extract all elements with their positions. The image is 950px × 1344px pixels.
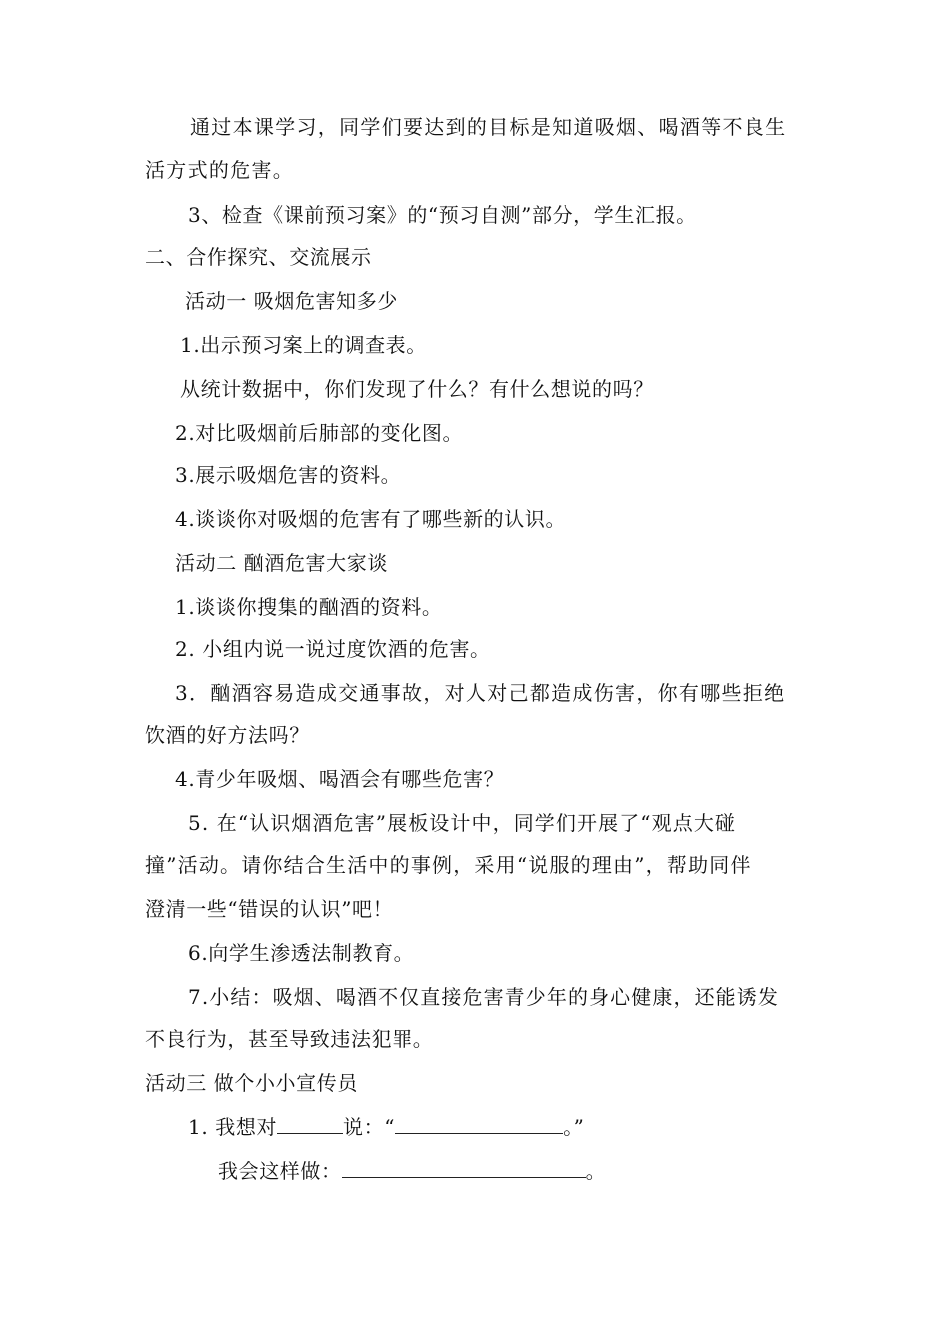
step-3-check-preview: 3、检查《课前预习案》的“预习自测”部分，学生汇报。 bbox=[188, 203, 697, 227]
activity-2-item-2: 2. 小组内说一说过度饮酒的危害。 bbox=[175, 637, 491, 661]
activity-1-item-2: 2.对比吸烟前后肺部的变化图。 bbox=[175, 421, 464, 445]
activity-2-item-5-line-2: 撞”活动。请你结合生活中的事例，采用“说服的理由”，帮助同伴 bbox=[145, 853, 752, 877]
activity-2-summary-line-2: 不良行为，甚至导致违法犯罪。 bbox=[145, 1027, 434, 1051]
activity-2-item-3-line-1: 3．酗酒容易造成交通事故，对人对己都造成伤害，你有哪些拒绝 bbox=[175, 681, 786, 705]
activity-2-item-5-line-3: 澄清一些“错误的认识”吧！ bbox=[145, 897, 394, 921]
activity-3-item-1 bbox=[188, 1112, 585, 1142]
activity-1-heading: 活动一 吸烟危害知多少 bbox=[185, 289, 398, 313]
item-1-close-quote: 。” bbox=[563, 1115, 585, 1139]
activity-2-item-5-line-1: 5. 在“认识烟酒危害”展板设计中，同学们开展了“观点大碰 bbox=[188, 811, 737, 835]
activity-3-action-line bbox=[218, 1156, 606, 1186]
activity-2-item-1: 1.谈谈你搜集的酗酒的资料。 bbox=[175, 595, 443, 619]
blank-target-field[interactable] bbox=[277, 1113, 343, 1134]
item-1-prefix: 1. 我想对 bbox=[188, 1115, 278, 1139]
activity-1-item-3: 3.展示吸烟危害的资料。 bbox=[175, 463, 402, 487]
blank-action-field[interactable] bbox=[342, 1157, 586, 1178]
section-heading-2: 二、合作探究、交流展示 bbox=[145, 245, 372, 269]
action-label: 我会这样做： bbox=[218, 1159, 342, 1183]
activity-1-question: 从统计数据中，你们发现了什么？有什么想说的吗？ bbox=[180, 377, 654, 401]
blank-message-field[interactable] bbox=[395, 1113, 563, 1134]
activity-2-summary-line-1: 7.小结：吸烟、喝酒不仅直接危害青少年的身心健康，还能诱发 bbox=[188, 985, 779, 1009]
action-period: 。 bbox=[585, 1159, 607, 1183]
activity-1-item-1: 1.出示预习案上的调查表。 bbox=[180, 333, 427, 357]
activity-2-item-4: 4.青少年吸烟、喝酒会有哪些危害？ bbox=[175, 767, 505, 791]
activity-1-item-4: 4.谈谈你对吸烟的危害有了哪些新的认识。 bbox=[175, 507, 567, 531]
activity-2-item-3-line-2: 饮酒的好方法吗？ bbox=[145, 723, 310, 747]
activity-3-heading: 活动三 做个小小宣传员 bbox=[145, 1071, 358, 1095]
activity-2-item-6: 6.向学生渗透法制教育。 bbox=[188, 941, 415, 965]
activity-2-heading: 活动二 酗酒危害大家谈 bbox=[175, 551, 388, 575]
paragraph-goal-line-2: 活方式的危害。 bbox=[145, 158, 295, 182]
paragraph-goal-line-1: 通过本课学习，同学们要达到的目标是知道吸烟、喝酒等不良生 bbox=[190, 115, 787, 139]
item-1-say-label: 说：“ bbox=[343, 1115, 396, 1139]
